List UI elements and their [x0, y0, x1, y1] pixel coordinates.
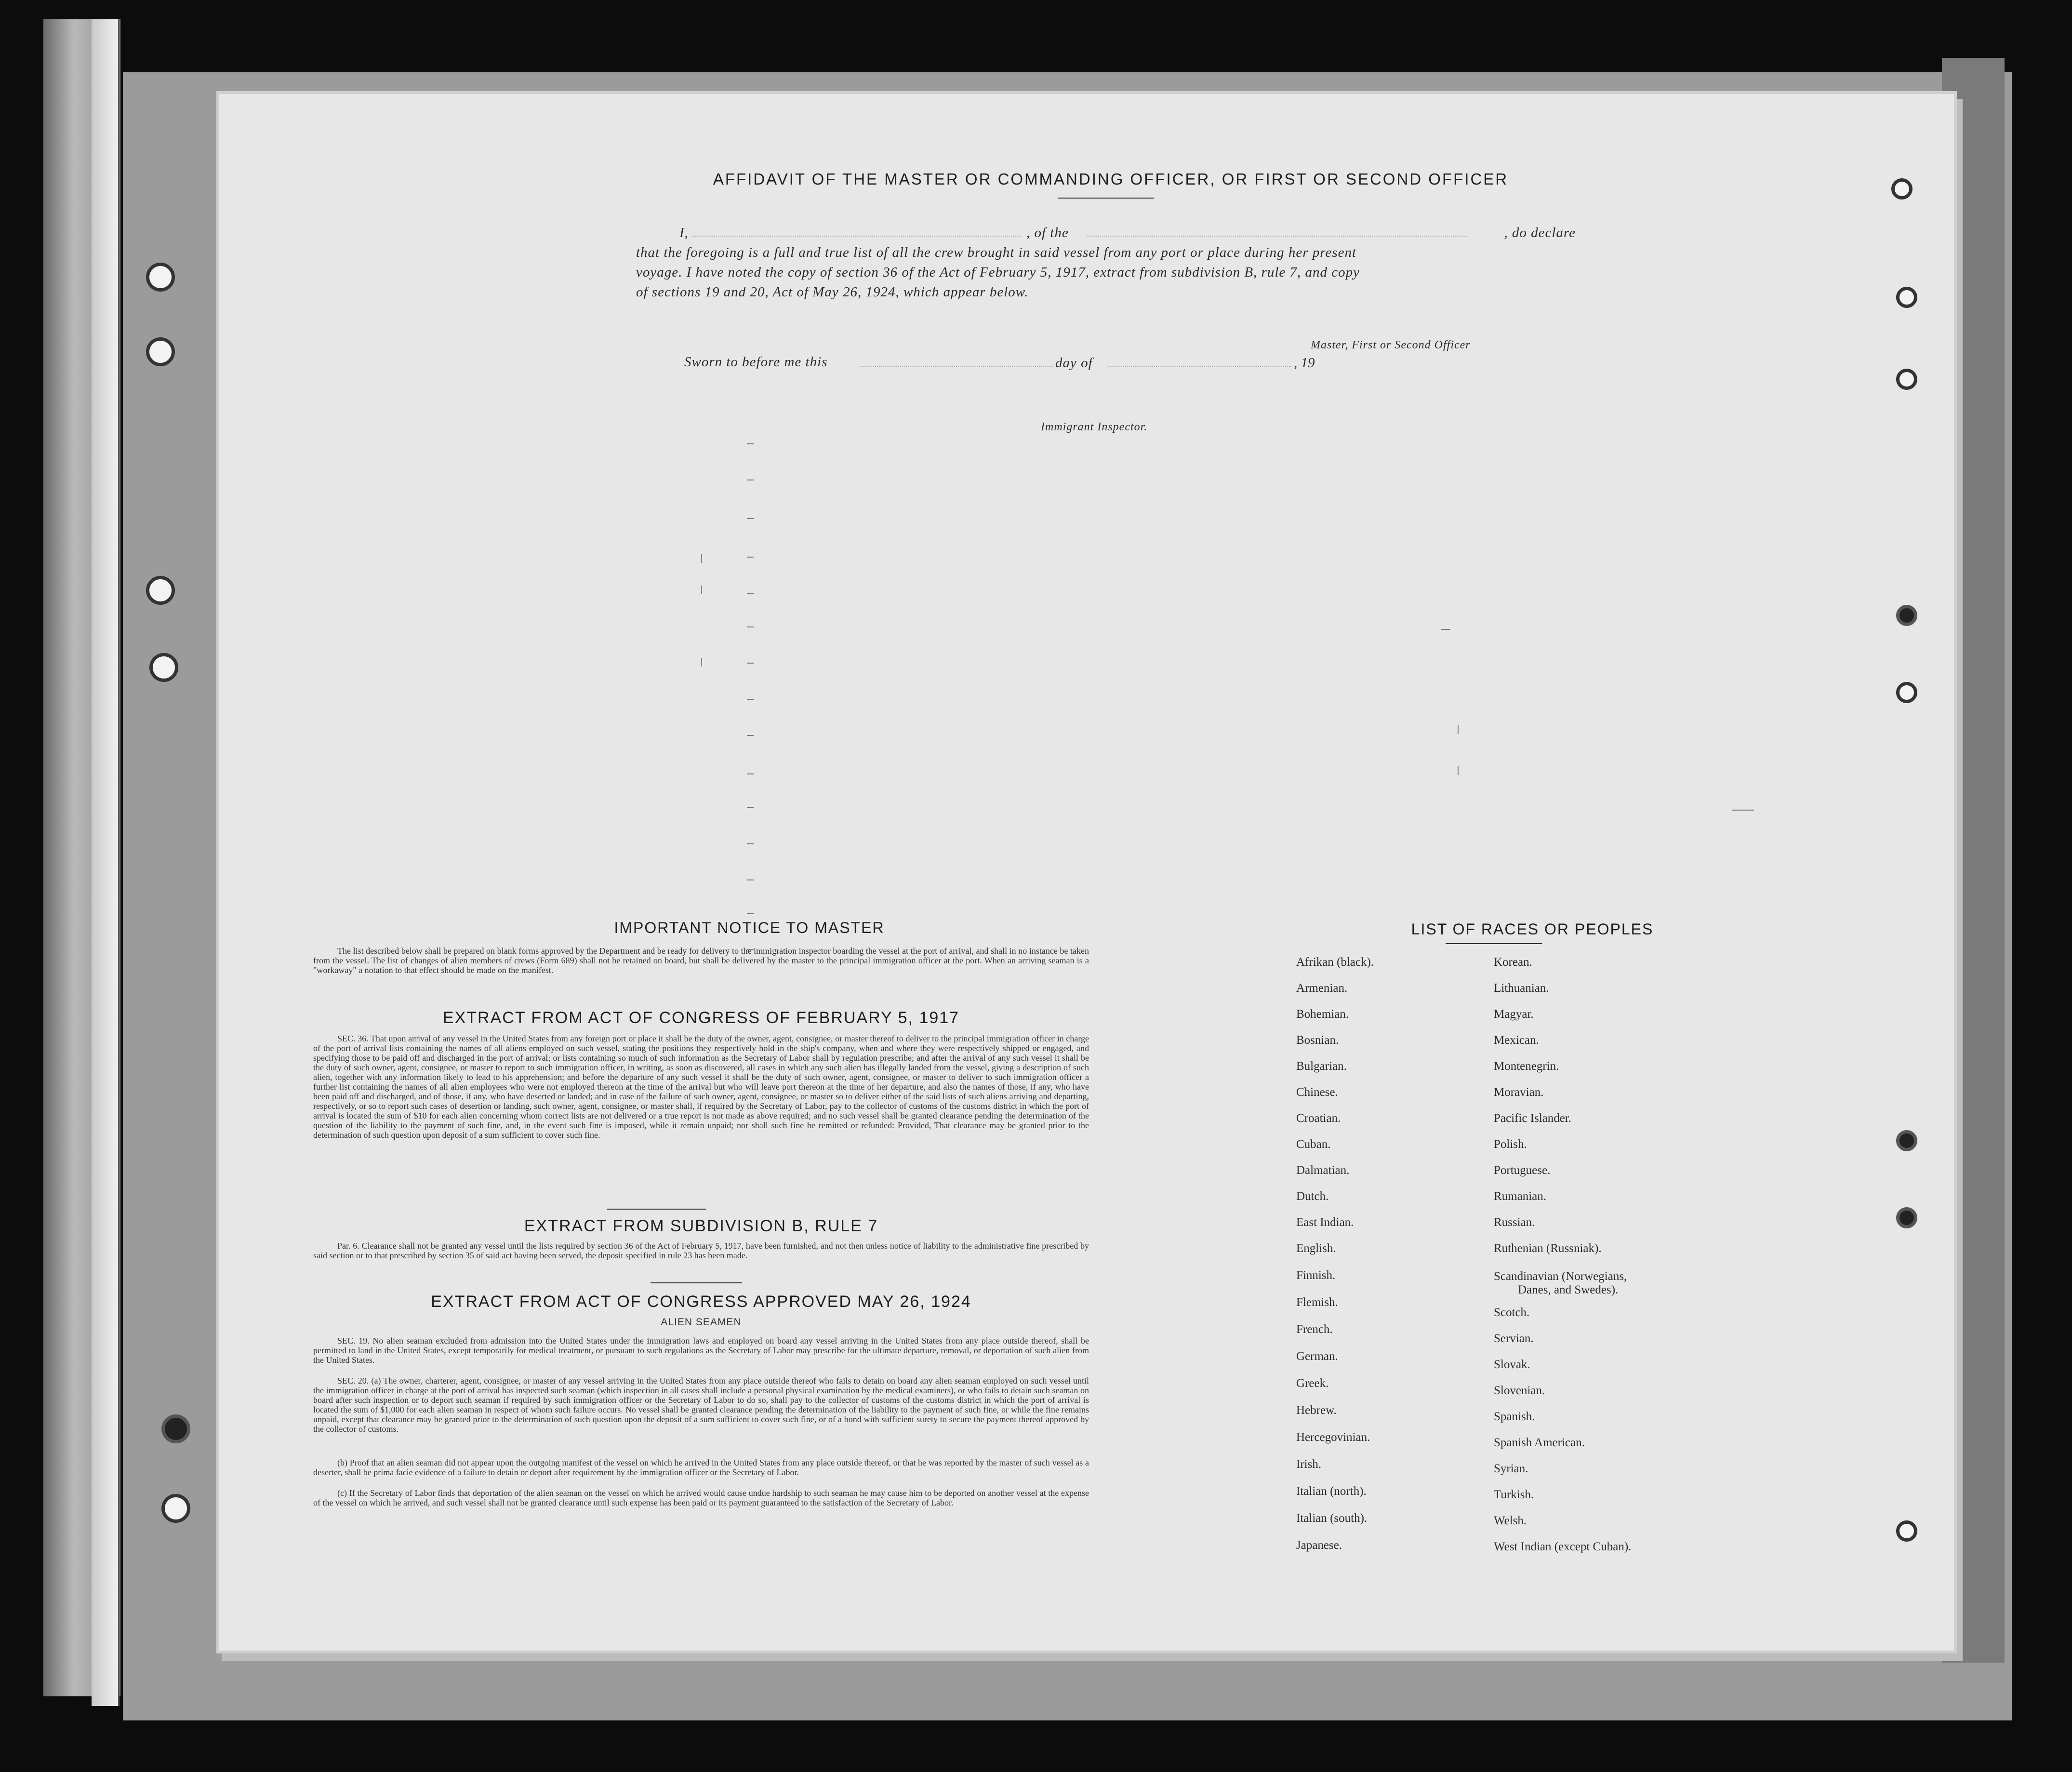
race-item: Finnish.	[1296, 1269, 1336, 1282]
race-item: Moravian.	[1494, 1086, 1544, 1099]
race-item: Hebrew.	[1296, 1404, 1337, 1417]
binder-hole	[1896, 1520, 1917, 1542]
race-item: Greek.	[1296, 1377, 1329, 1390]
binder-hole	[149, 653, 178, 682]
extract-rule7-body: Par. 6. Clearance shall not be granted any vessel until the lists required by section 36 of the Act of February 5, 1917, have been furnished, and not then unless notice of liability to the administrative fine prescribed by said section or to that prescribed by section 35 of said act having been served, the deposit specified in rule 23 has been made.	[313, 1241, 1089, 1260]
section-divider	[607, 1209, 706, 1210]
binder-hole	[161, 1494, 190, 1523]
declaration-line-2: that the foregoing is a full and true list of all the crew brought in said vessel from any port or place during her present	[636, 245, 1357, 260]
extract-1917-body: SEC. 36. That upon arrival of any vessel in the United States from any foreign port or place it shall be the duty of the owner, agent, consignee, or master thereof to deliver to the principal immigration officer in charge of the port of arrival lists containing the names of all aliens employed on such vessel, stating the positions they respectively hold in the ship's company, when and where they were respectively shipped or engaged, and specifying those to be paid off and discharged in the port of arrival; or lists containing so much of such information as the Secretary of Labor shall by regulation prescribe; and after the arrival of any such vessel it shall be the duty of such owner, agent, consignee, or master to report to such immigration officer, in writing, as soon as discovered, all cases in which any such alien has illegally landed from the vessel, giving a description of such alien, together with any information likely to lead to his apprehension; and before the departure of any such vessel it shall be the duty of such owner, agent, consignee, or master to deliver to such immigration officer a further list containing the names of all alien employees who were not employed thereon at the time of the arrival but who will leave port thereon at the time of her departure, and also the names of those, if any, who have been paid off and discharged, and of those, if any, who have deserted or landed; and in case of the failure of such owner, agent, consignee, or master so to deliver either of the said lists of such aliens arriving and departing, respectively, or so to report such cases of desertion or landing, such owner, agent, consignee, or master shall, if required by the Secretary of Labor, pay to the collector of customs of the customs district in which the port of arrival is located the sum of $10 for each alien concerning whom correct lists are not delivered or a true report is not made as above required; and no such vessel shall be granted clearance pending the determination of the question of the liability to the payment of such fine, and, in the event such fine is imposed, while it remain unpaid; nor shall such fine be remitted or refunded: Provided, That clearance may be granted prior to the determination of such question upon deposit of a sum sufficient to cover such fine.	[313, 1034, 1089, 1140]
faint-mark	[747, 626, 754, 627]
sworn-label: Sworn to before me this	[684, 354, 828, 370]
race-item: Spanish.	[1494, 1410, 1535, 1423]
race-item: Flemish.	[1296, 1296, 1338, 1309]
binder-hole	[146, 263, 175, 292]
faint-mark	[747, 557, 754, 558]
binder-hole	[146, 337, 175, 366]
race-item: Pacific Islander.	[1494, 1112, 1572, 1125]
race-item: Turkish.	[1494, 1488, 1534, 1501]
race-item: Montenegrin.	[1494, 1060, 1559, 1073]
declaration-line-3: voyage. I have noted the copy of section 36 of the Act of February 5, 1917, extract from subdivision B, rule 7, and copy	[636, 265, 1360, 280]
faint-mark	[1732, 810, 1754, 811]
extract-1924-sec20a: SEC. 20. (a) The owner, charterer, agent, consignee, or master of any vessel arriving in the United States from any place outside thereof who fails to detain on board any alien seaman employed on such vessel until the immigration officer in charge at the port of arrival has inspected such seaman (which inspection in all cases shall include a personal physical examination by the medical examiners), or who fails to detain such seaman on board after such inspection or to deport such seaman if required by such immigration officer or the Secretary of Labor to do so, shall pay to the collector of customs of the customs district in which the port of arrival is located the sum of $1,000 for each alien seaman in respect of whom such failure occurs. No vessel shall be granted clearance pending the determination of the liability to the payment of such fine, or while the fine remains unpaid, except that clearance may be granted prior to the determination of such question upon the deposit of a sum sufficient to cover such fine, or of a bond with sufficient surety to secure the payment thereof approved by the collector of customs.	[313, 1376, 1089, 1434]
race-item: Irish.	[1296, 1458, 1322, 1471]
race-item: Spanish American.	[1494, 1436, 1585, 1449]
race-item: Italian (south).	[1296, 1512, 1368, 1525]
race-item: Russian.	[1494, 1216, 1535, 1229]
sworn-day-field[interactable]	[860, 366, 1053, 367]
races-title: LIST OF RACES OR PEOPLES	[1411, 920, 1654, 938]
vessel-name-field[interactable]	[1087, 236, 1467, 237]
master-signature-caption: Master, First or Second Officer	[1311, 339, 1471, 351]
faint-mark	[747, 699, 754, 700]
declaration-line-4: of sections 19 and 20, Act of May 26, 1924, which appear below.	[636, 284, 1029, 300]
section-divider	[651, 1282, 742, 1283]
faint-mark	[747, 443, 754, 444]
extract-1924-sec20b: (b) Proof that an alien seaman did not appear upon the outgoing manifest of the vessel on which he arrived in the United States from any place outside thereof, or that he was reported by the master of such vessel as a deserter, shall be prima facie evidence of a failure to detain or deport after requirement by the immigration officer or the Secretary of Labor.	[313, 1458, 1089, 1477]
day-of-label: day of	[1055, 355, 1093, 371]
sworn-month-field[interactable]	[1108, 366, 1291, 367]
race-item: Italian (north).	[1296, 1485, 1367, 1498]
race-item: Servian.	[1494, 1332, 1534, 1345]
race-item: Slovak.	[1494, 1358, 1530, 1371]
race-item: Polish.	[1494, 1138, 1527, 1151]
race-item: Bohemian.	[1296, 1008, 1349, 1021]
race-item: Armenian.	[1296, 982, 1348, 995]
race-item: East Indian.	[1296, 1216, 1354, 1229]
race-item: Scotch.	[1494, 1306, 1530, 1319]
binder-hole	[146, 576, 175, 605]
race-item: Syrian.	[1494, 1462, 1528, 1475]
year-label: , 19	[1294, 355, 1315, 371]
race-item: Cuban.	[1296, 1138, 1331, 1151]
binder-hole	[1891, 178, 1913, 200]
extract-1924-sec19: SEC. 19. No alien seaman excluded from admission into the United States under the immigration laws and employed on board any vessel arriving in the United States from any place outside thereof, shall be permitted to land in the United States, except temporarily for medical treatment, or pursuant to such regulations as the Secretary of Labor may prescribe for the ultimate departure, removal, or deportation of such alien from the United States.	[313, 1336, 1089, 1365]
faint-mark	[747, 593, 754, 594]
race-item: Lithuanian.	[1494, 982, 1549, 995]
faint-mark	[1458, 725, 1459, 734]
race-item: Danes, and Swedes).	[1518, 1283, 1619, 1296]
title-underline	[1058, 198, 1154, 199]
binder-hole	[1896, 1207, 1917, 1228]
notice-body: The list described below shall be prepared on blank forms approved by the Department and be ready for delivery to the immigration inspector boarding the vessel at the port of arrival, and shall in no instance be taken from the vessel. The list of changes of alien members of crews (Form 689) shall not be retained on board, but shall be delivered by the master to the principal immigration officer at the port. When an arriving seaman is a "workaway" a notation to that effect should be made on the manifest.	[313, 946, 1089, 975]
declaration-line-1	[636, 223, 1576, 243]
affidavit-sheet	[219, 94, 1954, 1651]
faint-mark	[1441, 629, 1450, 630]
race-item: Dalmatian.	[1296, 1164, 1350, 1177]
faint-mark	[747, 807, 754, 808]
race-item: Japanese.	[1296, 1539, 1342, 1552]
faint-mark	[747, 663, 754, 664]
affidavit-declaration	[636, 223, 1576, 302]
declaration-do-declare: , do declare	[1504, 225, 1576, 240]
binder-hole	[1896, 287, 1917, 308]
faint-mark	[747, 913, 754, 914]
race-item: Dutch.	[1296, 1190, 1329, 1203]
faint-mark	[1458, 766, 1459, 775]
extract-1917-title: EXTRACT FROM ACT OF CONGRESS OF FEBRUARY 5, 1917	[442, 1009, 960, 1027]
race-item: West Indian (except Cuban).	[1494, 1540, 1632, 1553]
race-item: Hercegovinian.	[1296, 1431, 1370, 1444]
faint-mark	[747, 773, 754, 774]
notice-title: IMPORTANT NOTICE TO MASTER	[614, 919, 885, 936]
race-item: Korean.	[1494, 956, 1532, 969]
race-item: Bosnian.	[1296, 1034, 1339, 1047]
binder-edge-paper	[92, 19, 120, 1706]
race-item: Bulgarian.	[1296, 1060, 1347, 1073]
binder-hole	[1896, 682, 1917, 703]
binder-hole	[1896, 1130, 1917, 1151]
race-item: Chinese.	[1296, 1086, 1338, 1099]
extract-1924-sec20c: (c) If the Secretary of Labor finds that deportation of the alien seaman on the vessel on which he arrived would cause undue hardship to such seaman he may cause him to be deported on another vessel at the expense of the vessel on which he arrived, and such vessel shall not be granted clearance until such expense has been paid or its payment guaranteed to the satisfaction of the Secretary of Labor.	[313, 1488, 1089, 1507]
faint-mark	[747, 879, 754, 880]
binder-hole	[1896, 369, 1917, 390]
race-item: Rumanian.	[1494, 1190, 1547, 1203]
races-title-underline	[1446, 943, 1542, 944]
race-item: Afrikan (black).	[1296, 956, 1374, 969]
inspector-caption: Immigrant Inspector.	[1041, 421, 1148, 433]
extract-rule7-title: EXTRACT FROM SUBDIVISION B, RULE 7	[524, 1217, 878, 1235]
faint-mark	[747, 518, 754, 519]
faint-mark	[701, 658, 702, 666]
declaration-i: I,	[679, 225, 689, 240]
race-item: Ruthenian (Russniak).	[1494, 1242, 1602, 1255]
race-item: German.	[1296, 1350, 1338, 1363]
affidavit-title: AFFIDAVIT OF THE MASTER OR COMMANDING OFFICER, OR FIRST OR SECOND OFFICER	[713, 170, 1509, 188]
faint-mark	[747, 843, 754, 844]
race-item: Portuguese.	[1494, 1164, 1551, 1177]
race-item: English.	[1296, 1242, 1336, 1255]
binder-hole	[161, 1414, 190, 1443]
race-item: French.	[1296, 1323, 1333, 1336]
race-item: Slovenian.	[1494, 1384, 1545, 1397]
race-item: Scandinavian (Norwegians,	[1494, 1270, 1627, 1283]
faint-mark	[701, 554, 702, 563]
race-item: Welsh.	[1494, 1514, 1527, 1527]
binder-hole	[1896, 605, 1917, 626]
extract-1924-subtitle: ALIEN SEAMEN	[661, 1317, 742, 1328]
faint-mark	[747, 735, 754, 736]
faint-mark	[701, 586, 702, 594]
extract-1924-title: EXTRACT FROM ACT OF CONGRESS APPROVED MAY 26, 1924	[431, 1292, 971, 1311]
race-item: Magyar.	[1494, 1008, 1534, 1021]
declaration-of-the: , of the	[1026, 225, 1069, 240]
officer-name-field[interactable]	[691, 236, 1022, 237]
race-item: Croatian.	[1296, 1112, 1341, 1125]
race-item: Mexican.	[1494, 1034, 1539, 1047]
